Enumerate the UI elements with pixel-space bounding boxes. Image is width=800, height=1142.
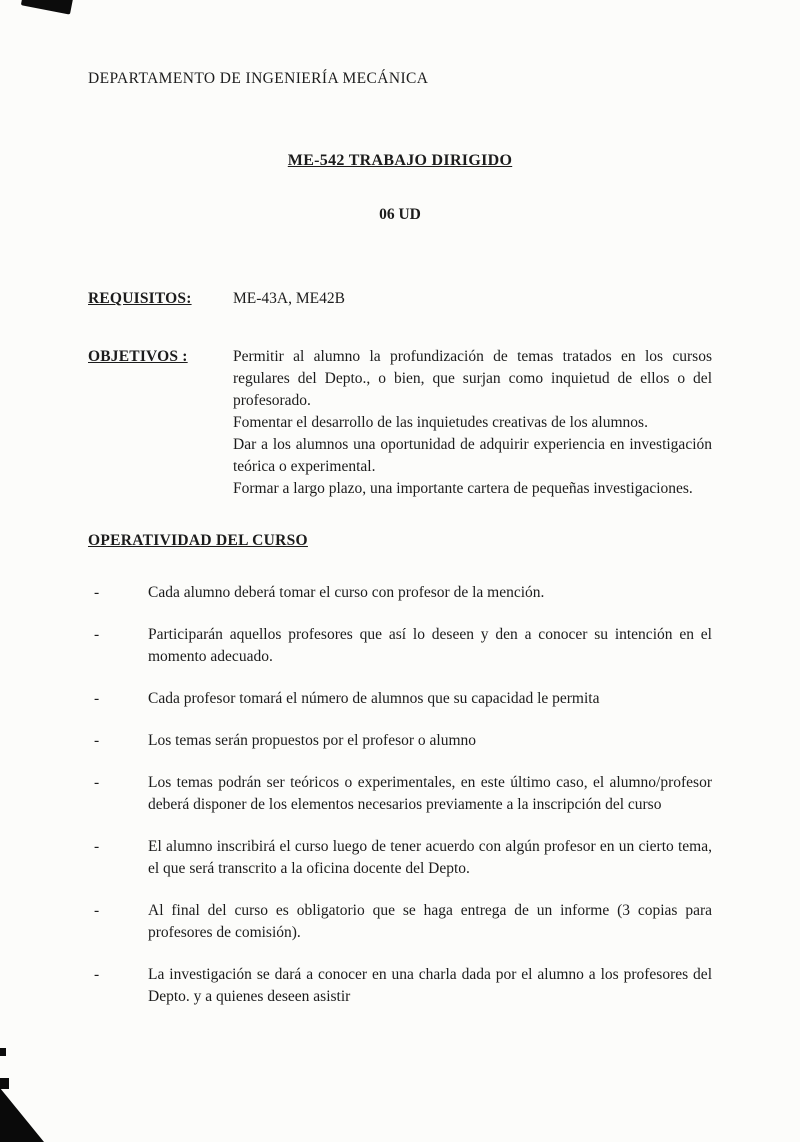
operatividad-heading-line <box>88 530 712 552</box>
list-item-text: El alumno inscribirá el curso luego de tener acuerdo con algún profesor en un cierto tema, el que será transcrito a la oficina docente del Depto. <box>148 838 712 877</box>
objetivos-label-cell <box>88 346 233 368</box>
objetivos-paragraph: Permitir al alumno la profundización de temas tratados en los cursos regulares del Depto., o bien, que surjan como inquietud de ellos o del profesorado. <box>233 348 712 409</box>
requisitos-label: REQUISITOS: <box>88 290 192 307</box>
requisitos-label-cell <box>88 288 233 310</box>
list-item <box>88 688 712 710</box>
operatividad-heading: OPERATIVIDAD DEL CURSO <box>88 532 308 549</box>
bullet-dash: - <box>94 690 100 707</box>
scan-mark-bottom-left-corner <box>0 1088 44 1142</box>
course-credits: 06 UD <box>379 206 421 223</box>
scan-mark-left-edge <box>0 1048 6 1056</box>
objetivos-label: OBJETIVOS : <box>88 348 188 365</box>
list-item-text: Cada alumno deberá tomar el curso con profesor de la mención. <box>148 584 545 601</box>
bullet-dash: - <box>94 966 100 983</box>
bullet-dash: - <box>94 626 100 643</box>
scan-mark-left-edge <box>0 1078 9 1089</box>
list-item <box>88 772 712 816</box>
list-item <box>88 624 712 668</box>
requisitos-section <box>88 288 712 310</box>
objetivos-paragraph: Dar a los alumnos una oportunidad de adquirir experiencia en investigación teórica o experimental. <box>233 436 712 475</box>
objetivos-text <box>233 346 712 500</box>
objetivos-section <box>88 346 712 500</box>
list-item-text: Los temas podrán ser teóricos o experimentales, en este último caso, el alumno/profesor deberá disponer de los elementos necesarios previamente a la inscripción del curso <box>148 774 712 813</box>
department-header: DEPARTAMENTO DE INGENIERÍA MECÁNICA <box>88 70 429 87</box>
scan-mark-top-left <box>21 0 73 15</box>
list-item-text: Al final del curso es obligatorio que se haga entrega de un informe (3 copias para profesores de comisión). <box>148 902 712 941</box>
list-item <box>88 730 712 752</box>
requisitos-value: ME-43A, ME42B <box>233 290 345 307</box>
list-item <box>88 964 712 1008</box>
bullet-dash: - <box>94 732 100 749</box>
list-item-text: Cada profesor tomará el número de alumnos que su capacidad le permita <box>148 690 600 707</box>
objetivos-paragraph: Formar a largo plazo, una importante cartera de pequeñas investigaciones. <box>233 480 693 497</box>
course-title-line <box>88 150 712 172</box>
list-item <box>88 836 712 880</box>
bullet-dash: - <box>94 902 100 919</box>
course-title: ME-542 TRABAJO DIRIGIDO <box>287 152 513 169</box>
bullet-dash: - <box>94 838 100 855</box>
list-item <box>88 900 712 944</box>
list-item-text: La investigación se dará a conocer en una charla dada por el alumno a los profesores del Depto. y a quienes deseen asistir <box>148 966 712 1005</box>
objetivos-paragraph: Fomentar el desarrollo de las inquietudes creativas de los alumnos. <box>233 414 648 431</box>
list-item <box>88 582 712 604</box>
bullet-dash: - <box>94 774 100 791</box>
operatividad-list <box>88 582 712 1008</box>
list-item-text: Los temas serán propuestos por el profesor o alumno <box>148 732 477 749</box>
bullet-dash: - <box>94 584 100 601</box>
list-item-text: Participarán aquellos profesores que así lo deseen y den a conocer su intención en el momento adecuado. <box>148 626 712 665</box>
